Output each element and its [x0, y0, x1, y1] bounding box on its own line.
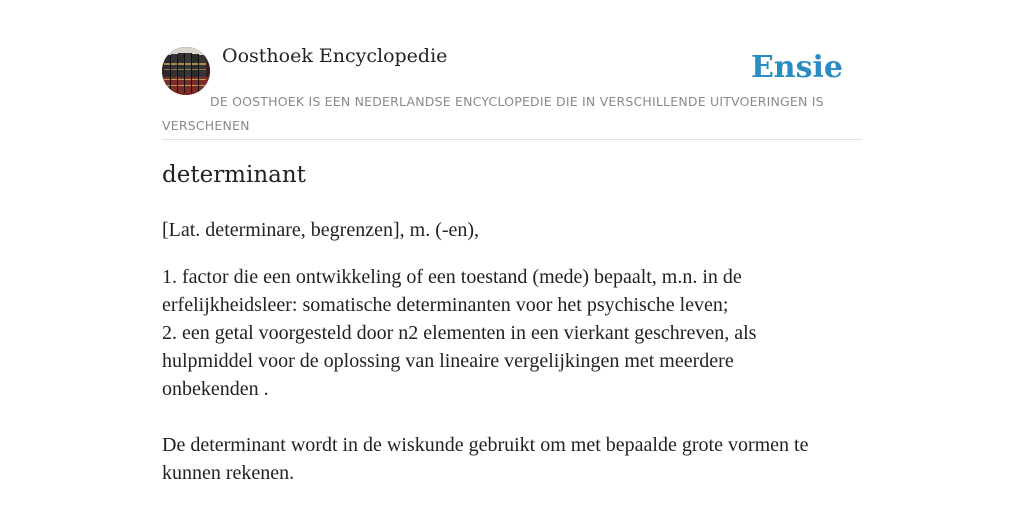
source-avatar[interactable]: [162, 47, 210, 95]
definition-line: 2. een getal voorgesteld door n2 elementen in een vierkant geschreven, als: [162, 322, 757, 344]
note-line: kunnen rekenen.: [162, 462, 295, 484]
note-line: De determinant wordt in de wiskunde gebruikt om met bepaalde grote vormen te: [162, 434, 809, 456]
definition-line: onbekenden .: [162, 378, 269, 400]
definition-line: erfelijkheidsleer: somatische determinanten voor het psychische leven;: [162, 294, 729, 316]
definition-line: hulpmiddel voor de oplossing van lineaire vergelijkingen met meerdere: [162, 350, 734, 372]
entry-definition: [162, 263, 862, 487]
entry-page: [162, 0, 862, 512]
source-title-link[interactable]: Oosthoek Encyclopedie: [222, 45, 448, 67]
header-divider: [162, 139, 862, 140]
paragraph-gap: [162, 403, 862, 431]
encyclopedia-books-icon: [162, 47, 210, 95]
entry-etymology: [Lat. determinare, begrenzen], m. (-en),: [162, 219, 480, 241]
entry-term-heading: determinant: [162, 162, 306, 188]
definition-line: 1. factor die een ontwikkeling of een toestand (mede) bepaalt, m.n. in de: [162, 266, 742, 288]
source-description: DE OOSTHOEK IS EEN NEDERLANDSE ENCYCLOPEDIE DIE IN VERSCHILLENDE UITVOERINGEN IS VERSCHENEN: [162, 94, 824, 133]
ensie-logo-link[interactable]: Ensie: [750, 50, 843, 85]
